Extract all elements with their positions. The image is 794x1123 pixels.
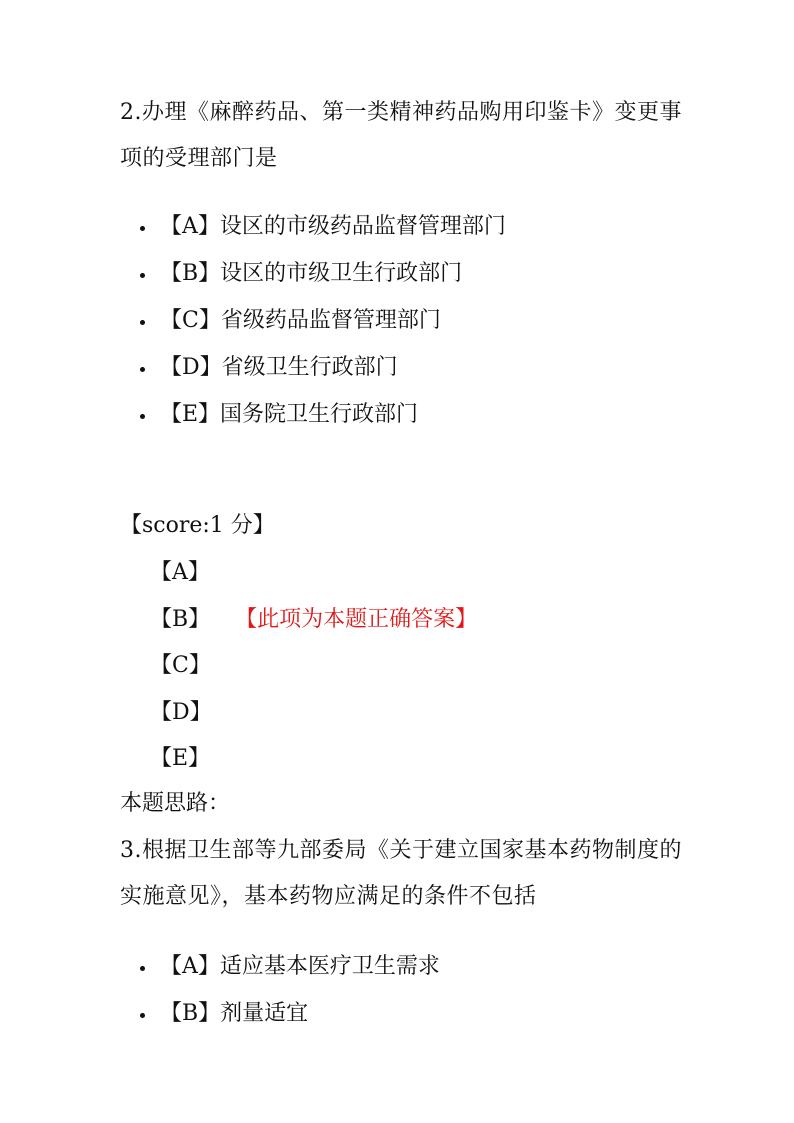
- bullet-icon: [140, 273, 145, 278]
- question-2-option-a: [140, 203, 506, 250]
- question-3-options: [140, 943, 440, 1037]
- question-2-option-c: [140, 297, 506, 344]
- answer-e: [150, 736, 477, 783]
- option-text: 【B】设区的市级卫生行政部门: [160, 261, 463, 286]
- bullet-icon: [140, 1013, 145, 1018]
- bullet-icon: [140, 320, 145, 325]
- question-2-option-e: [140, 391, 506, 438]
- option-text: 【A】适应基本医疗卫生需求: [160, 954, 440, 979]
- bullet-icon: [140, 226, 145, 231]
- option-text: 【B】剂量适宜: [160, 1001, 309, 1026]
- answer-c: [150, 643, 477, 690]
- question-2-title: 2.办理《麻醉药品、第一类精神药品购用印鉴卡》变更事项的受理部门是: [120, 100, 682, 171]
- bullet-icon: [140, 414, 145, 419]
- answer-label: 【C】: [150, 653, 211, 678]
- option-text: 【E】国务院卫生行政部门: [160, 402, 419, 427]
- answer-a: [150, 550, 477, 597]
- answer-b: [150, 597, 477, 644]
- answer-d: [150, 690, 477, 737]
- correct-answer-marker: 【此项为本题正确答案】: [246, 606, 478, 632]
- question-2-option-d: [140, 344, 506, 391]
- answer-label: 【D】: [150, 699, 212, 725]
- bullet-icon: [140, 966, 145, 971]
- question-3-title: 3.根据卫生部等九部委局《关于建立国家基本药物制度的实施意见》，基本药物应满足的条件不包括: [120, 838, 682, 909]
- answer-label: 【E】: [150, 746, 211, 771]
- question-2-explanation-label: 本题思路：: [120, 791, 231, 816]
- option-text: 【A】设区的市级药品监督管理部门: [160, 214, 506, 239]
- question-3-option-b: [140, 990, 440, 1037]
- answer-label: 【B】: [150, 606, 211, 632]
- question-3-option-a: [140, 943, 440, 990]
- question-2-score: 【score:1 分】: [120, 513, 275, 538]
- question-2-options: [140, 203, 506, 438]
- option-text: 【C】省级药品监督管理部门: [160, 308, 441, 333]
- option-text: 【D】省级卫生行政部门: [160, 355, 398, 380]
- question-2-option-b: [140, 250, 506, 297]
- answer-label: 【A】: [150, 560, 210, 585]
- question-2-answer-key: [150, 550, 477, 783]
- bullet-icon: [140, 367, 145, 372]
